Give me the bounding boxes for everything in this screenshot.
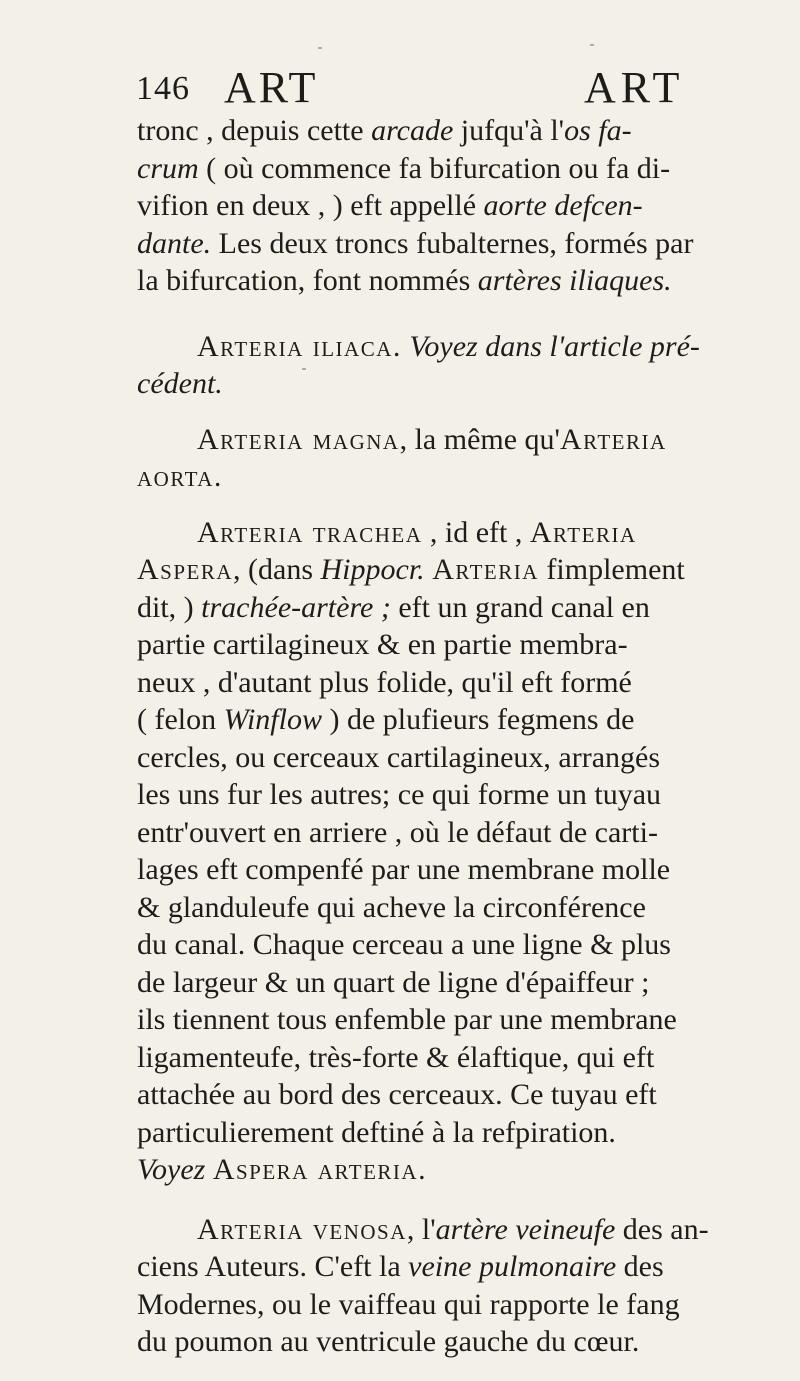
text-line: Arteria iliaca. Voyez dans l'article pré-	[197, 329, 700, 363]
text-line: partie cartilagineux & en partie membra-	[137, 628, 628, 661]
running-head-left: ART	[224, 63, 319, 112]
page-number: 146	[136, 70, 190, 107]
text-line: ciens Auteurs. C'eft la veine pulmonaire des	[137, 1250, 664, 1283]
page-header	[136, 62, 696, 112]
text-line: ligamenteufe, très-forte & élaftique, qui eft	[137, 1040, 655, 1074]
text-line: neux , d'autant plus folide, qu'il eft formé	[137, 665, 632, 699]
entry-headword: Arteria magna	[197, 422, 400, 456]
text-line: tronc , depuis cette arcade jufqu'à l'os fa-	[137, 114, 632, 147]
text-line: ( felon Winflow ) de plufieurs fegmens de	[137, 703, 635, 736]
paragraph-aorte	[137, 112, 785, 300]
entry-headword: Arteria iliaca.	[197, 329, 402, 363]
text-line: du canal. Chaque cerceau a une ligne & plus	[137, 928, 671, 961]
text-line: crum ( où commence fa bifurcation ou fa di-	[137, 151, 671, 185]
text-line: attachée au bord des cerceaux. Ce tuyau eft	[137, 1078, 657, 1111]
text-line: Voyez Aspera arteria.	[137, 1153, 426, 1186]
entry-arteria-magna	[137, 421, 785, 496]
text-line: particulierement deftiné à la refpiration.	[137, 1115, 616, 1149]
text-line: les uns fur les autres; ce qui forme un tuyau	[137, 778, 662, 811]
text-line: & glanduleufe qui acheve la circonférence	[137, 890, 646, 924]
entry-arteria-venosa	[137, 1211, 785, 1361]
text-line: ils tiennent tous enfemble par une membrane	[137, 1003, 677, 1036]
text-line: Arteria magna, la même qu'Arteria	[197, 422, 667, 456]
text-line: dante. Les deux troncs fubalternes, formés par	[137, 226, 694, 260]
text-line: la bifurcation, font nommés artères iliaques.	[137, 264, 672, 297]
text-line: Arteria trachea , id eft , Arteria	[197, 515, 637, 549]
text-line: Aspera, (dans Hippocr. Arteria fimplement	[137, 553, 685, 586]
text-line: vifion en deux , ) eft appellé aorte defcen-	[137, 189, 643, 222]
print-speck	[302, 368, 306, 370]
entry-arteria-trachea	[137, 514, 785, 1189]
text-line: dit, ) trachée-artère ; eft un grand canal en	[137, 590, 650, 624]
text-line: Arteria venosa, l'artère veineufe des an-	[197, 1212, 709, 1246]
text-line: entr'ouvert en arriere , où le défaut de carti-	[137, 815, 658, 849]
entry-headword: Arteria venosa	[197, 1212, 407, 1246]
print-speck	[318, 47, 322, 49]
text-line: de largeur & un quart de ligne d'épaiffeur ;	[137, 965, 650, 999]
running-head-right: ART	[584, 63, 685, 112]
text-line: cercles, ou cerceaux cartilagineux, arrangés	[137, 740, 661, 774]
text-line: aorta.	[137, 460, 222, 493]
entry-headword: Arteria trachea	[197, 515, 423, 549]
main-text	[137, 112, 785, 1361]
text-line: du poumon au ventricule gauche du cœur.	[137, 1325, 640, 1358]
text-line: cédent.	[137, 367, 223, 400]
print-speck	[590, 44, 594, 46]
entry-arteria-iliaca	[137, 328, 785, 403]
text-line: Modernes, ou le vaiffeau qui rapporte le fang	[137, 1287, 680, 1321]
text-line: lages eft compenfé par une membrane molle	[137, 853, 671, 886]
